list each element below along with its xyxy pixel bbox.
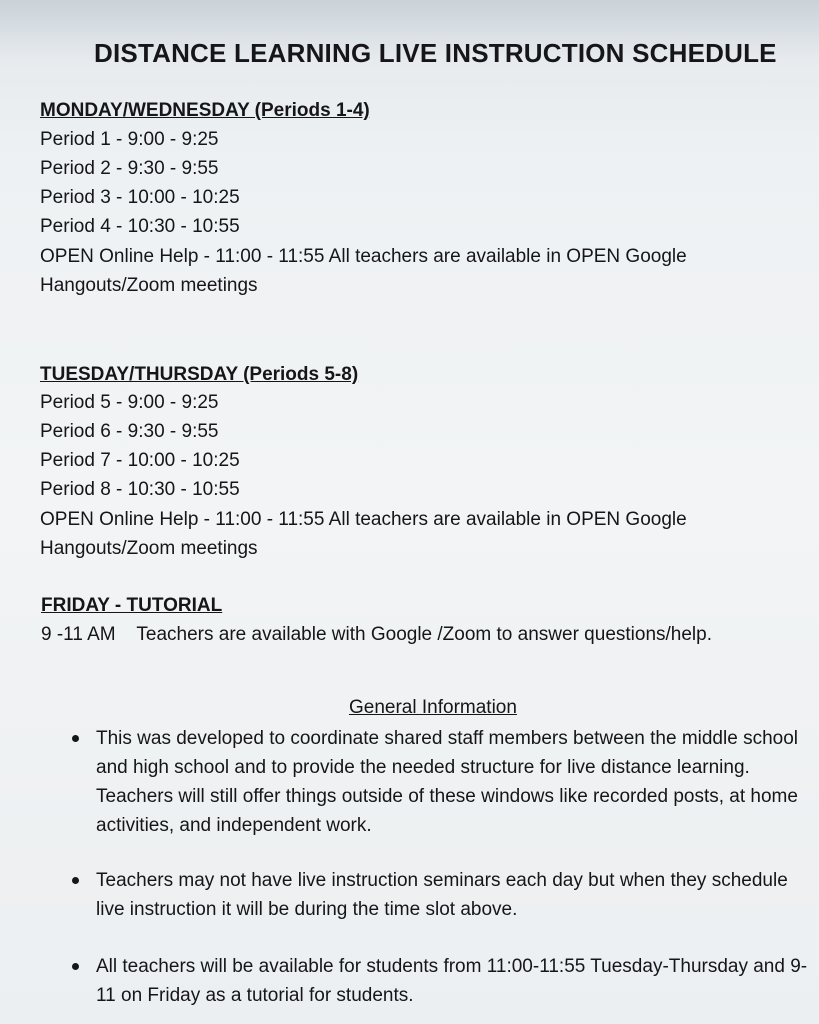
- tue-thu-heading: TUESDAY/THURSDAY (Periods 5-8): [40, 364, 359, 385]
- bullet-text: Teachers may not have live instruction seminars each day but when they schedule live instruction it will be during the time slot above.: [96, 870, 788, 920]
- bullet-icon: [72, 963, 79, 970]
- friday-line: 9 -11 AM Teachers are available with Google /Zoom to answer questions/help.: [41, 624, 712, 645]
- list-item: [72, 952, 812, 1010]
- mon-wed-period-4: Period 4 - 10:30 - 10:55: [40, 216, 240, 237]
- bullet-text: All teachers will be available for students from 11:00-11:55 Tuesday-Thursday and 9-11 on Friday as a tutorial for students.: [96, 956, 808, 1006]
- tue-thu-period-5: Period 5 - 9:00 - 9:25: [40, 392, 219, 413]
- tue-thu-period-8: Period 8 - 10:30 - 10:55: [40, 479, 240, 500]
- mon-wed-open-help: OPEN Online Help - 11:00 - 11:55 All teachers are available in OPEN Google: [40, 246, 687, 267]
- tue-thu-open-help-cont: Hangouts/Zoom meetings: [40, 538, 258, 559]
- mon-wed-heading: MONDAY/WEDNESDAY (Periods 1-4): [40, 100, 370, 121]
- mon-wed-period-1: Period 1 - 9:00 - 9:25: [40, 129, 219, 150]
- tue-thu-period-6: Period 6 - 9:30 - 9:55: [40, 421, 219, 442]
- tue-thu-period-7: Period 7 - 10:00 - 10:25: [40, 450, 240, 471]
- mon-wed-period-2: Period 2 - 9:30 - 9:55: [40, 158, 219, 179]
- tue-thu-open-help: OPEN Online Help - 11:00 - 11:55 All teachers are available in OPEN Google: [40, 509, 687, 530]
- list-item: [72, 866, 812, 924]
- general-info-heading: General Information: [349, 697, 517, 718]
- document-title: DISTANCE LEARNING LIVE INSTRUCTION SCHEDULE: [94, 38, 777, 68]
- bullet-icon: [72, 735, 79, 742]
- friday-heading: FRIDAY - TUTORIAL: [41, 595, 223, 616]
- mon-wed-open-help-cont: Hangouts/Zoom meetings: [40, 275, 258, 296]
- mon-wed-period-3: Period 3 - 10:00 - 10:25: [40, 187, 240, 208]
- list-item: [72, 724, 812, 840]
- bullet-text: This was developed to coordinate shared staff members between the middle school and high school and to provide the needed structure for live distance learning. Teachers will still offer things outside of these windows like recorded posts, at home activities, and independent work.: [96, 728, 798, 836]
- bullet-icon: [72, 877, 79, 884]
